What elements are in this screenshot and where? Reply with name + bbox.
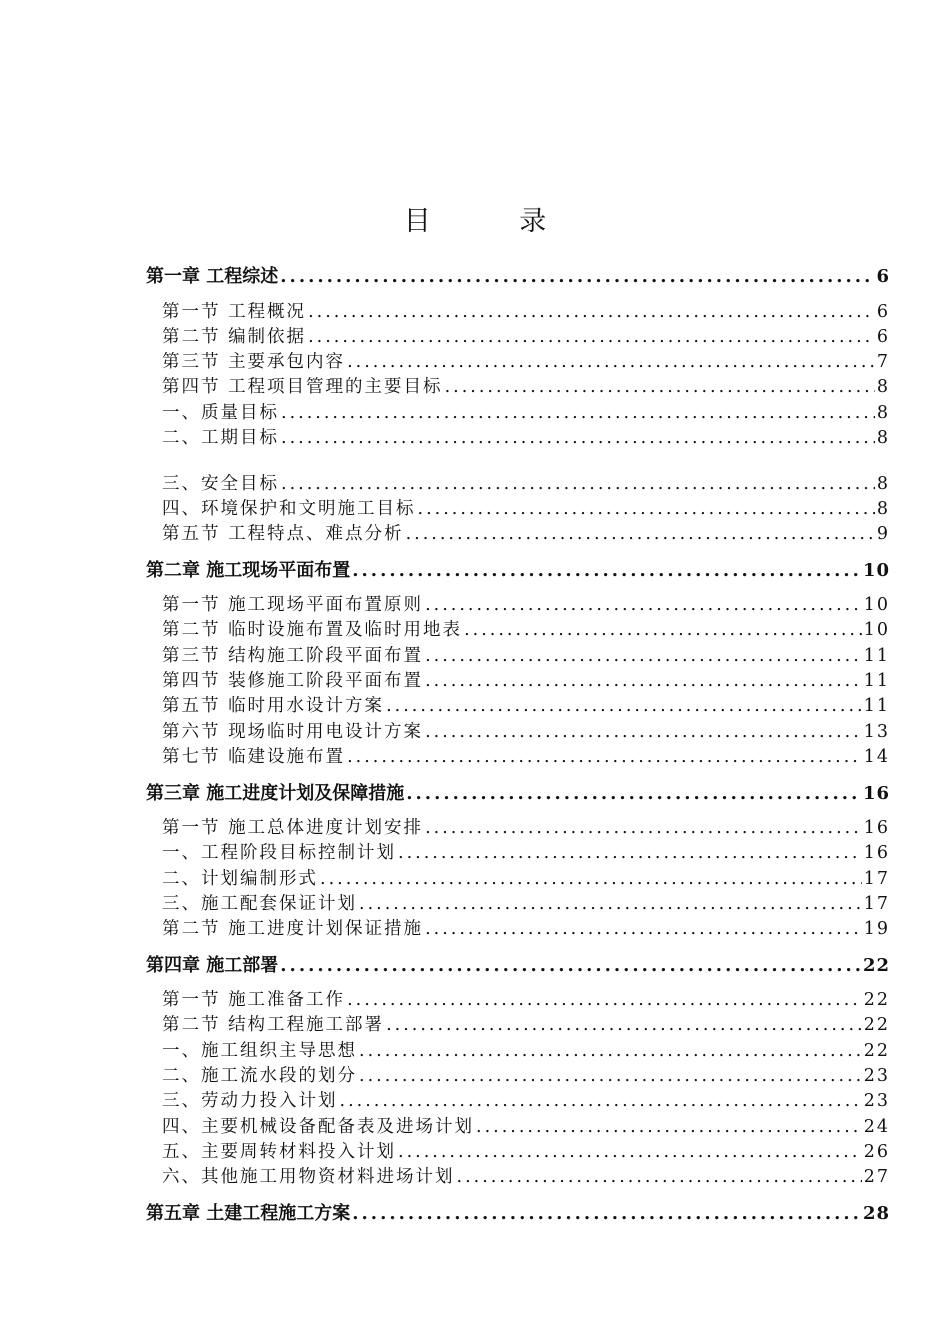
toc-entry-title: 第四节 装修施工阶段平面布置	[162, 671, 424, 691]
toc-chapter-4[interactable]	[146, 953, 890, 979]
toc-page-number: 9	[876, 524, 890, 544]
toc-page-number: 16	[863, 818, 890, 838]
toc-section[interactable]	[146, 325, 890, 349]
toc-entry-title: 第一节 施工准备工作	[162, 990, 346, 1010]
toc-page-number: 16	[863, 843, 890, 863]
toc-section[interactable]	[146, 644, 890, 668]
toc-entry-title: 第七节 临建设施布置	[162, 747, 346, 767]
toc-section[interactable]	[146, 988, 890, 1012]
toc-section[interactable]	[146, 1165, 890, 1189]
toc-page-number: 27	[863, 1167, 890, 1187]
toc-section[interactable]	[146, 1140, 890, 1164]
toc-leader-dots	[445, 375, 875, 399]
toc-leader-dots	[425, 669, 862, 693]
toc-entry-title: 第一节 工程概况	[162, 302, 307, 322]
toc-leader-dots	[308, 300, 875, 324]
toc-leader-dots	[406, 522, 875, 546]
toc-entry-title: 一、施工组织主导思想	[162, 1041, 357, 1061]
toc-page-number: 19	[863, 919, 890, 939]
toc-section[interactable]	[146, 472, 890, 496]
toc-page-number: 13	[863, 722, 890, 742]
toc-section[interactable]	[146, 669, 890, 693]
toc-entry-title: 第一章 工程综述	[146, 266, 279, 287]
toc-leader-dots	[398, 1140, 862, 1164]
toc-section[interactable]	[146, 300, 890, 324]
toc-page-number: 22	[863, 1015, 890, 1035]
toc-leader-dots	[425, 816, 862, 840]
toc-entry-title: 第二节 临时设施布置及临时用地表	[162, 620, 463, 640]
toc-section[interactable]	[146, 593, 890, 617]
toc-entry-title: 四、环境保护和文明施工目标	[162, 499, 416, 519]
toc-section[interactable]	[146, 1013, 890, 1037]
toc-leader-dots	[359, 892, 862, 916]
toc-leader-dots	[347, 988, 862, 1012]
toc-entry-title: 五、主要周转材料投入计划	[162, 1142, 396, 1162]
toc-entry-title: 第二节 结构工程施工部署	[162, 1015, 385, 1035]
toc-page-number: 8	[876, 377, 890, 397]
toc-page-number: 17	[863, 894, 890, 914]
toc-entry-title: 第四节 工程项目管理的主要目标	[162, 377, 443, 397]
toc-leader-dots	[352, 558, 861, 584]
toc-page-number: 23	[863, 1091, 890, 1111]
toc-page-number: 10	[862, 560, 890, 581]
toc-section[interactable]	[146, 522, 890, 546]
toc-leader-dots	[281, 472, 875, 496]
toc-entry-title: 第六节 现场临时用电设计方案	[162, 722, 424, 742]
toc-section[interactable]	[146, 841, 890, 865]
toc-page-number: 7	[876, 352, 890, 372]
toc-leader-dots	[308, 325, 875, 349]
toc-page-number: 24	[863, 1117, 890, 1137]
toc-page-number: 11	[863, 671, 890, 691]
toc-entry-title: 二、计划编制形式	[162, 869, 318, 889]
toc-entry-title: 一、质量目标	[162, 403, 279, 423]
toc-chapter-2[interactable]	[146, 558, 890, 584]
toc-leader-dots	[359, 1064, 862, 1088]
toc-section[interactable]	[146, 375, 890, 399]
toc-leader-dots	[280, 953, 861, 979]
toc-chapter-5[interactable]	[146, 1201, 890, 1227]
toc-entry-title: 三、劳动力投入计划	[162, 1091, 338, 1111]
toc-entry-title: 四、主要机械设备配备表及进场计划	[162, 1117, 474, 1137]
toc-leader-dots	[425, 644, 862, 668]
toc-entry-title: 第三节 结构施工阶段平面布置	[162, 646, 424, 666]
toc-section[interactable]	[146, 401, 890, 425]
toc-entry-title: 第一节 施工总体进度计划安排	[162, 818, 424, 838]
toc-section[interactable]	[146, 618, 890, 642]
toc-leader-dots	[464, 618, 862, 642]
toc-page-number: 10	[863, 595, 890, 615]
toc-chapter-3[interactable]	[146, 781, 890, 807]
toc-page-number: 28	[862, 1203, 890, 1224]
toc-leader-dots	[476, 1115, 862, 1139]
toc-section[interactable]	[146, 1064, 890, 1088]
toc-page-number: 11	[863, 646, 890, 666]
page-title: 目 录	[403, 206, 587, 237]
toc-leader-dots	[386, 1013, 862, 1037]
toc-leader-dots	[418, 497, 875, 521]
toc-page-number: 8	[876, 474, 890, 494]
toc-section[interactable]	[146, 892, 890, 916]
toc-leader-dots	[347, 350, 875, 374]
toc-chapter-1[interactable]	[146, 264, 890, 290]
toc-leader-dots	[281, 401, 875, 425]
toc-leader-dots	[457, 1165, 862, 1189]
toc-page-number: 22	[862, 955, 890, 976]
toc-page-number: 6	[876, 266, 890, 287]
toc-leader-dots	[352, 1201, 861, 1227]
toc-page-number: 14	[863, 747, 890, 767]
toc-section[interactable]	[146, 720, 890, 744]
toc-entry-title: 二、施工流水段的划分	[162, 1066, 357, 1086]
toc-page-number: 16	[862, 783, 890, 804]
toc-section[interactable]	[146, 694, 890, 718]
toc-entry-title: 二、工期目标	[162, 428, 279, 448]
toc-section[interactable]	[146, 816, 890, 840]
toc-leader-dots	[359, 1039, 862, 1063]
toc-page-number: 17	[863, 869, 890, 889]
toc-leader-dots	[347, 745, 862, 769]
toc-section[interactable]	[146, 426, 890, 450]
toc-page-number: 26	[863, 1142, 890, 1162]
toc-entry-title: 第四章 施工部署	[146, 955, 279, 976]
toc-entry-title: 第一节 施工现场平面布置原则	[162, 595, 424, 615]
toc-leader-dots	[406, 781, 861, 807]
toc-entry-title: 六、其他施工用物资材料进场计划	[162, 1167, 455, 1187]
toc-entry-title: 一、工程阶段目标控制计划	[162, 843, 396, 863]
toc-section[interactable]	[146, 745, 890, 769]
toc-page-number: 22	[863, 990, 890, 1010]
toc-page-number: 23	[863, 1066, 890, 1086]
toc-section[interactable]	[146, 917, 890, 941]
toc-section[interactable]	[146, 867, 890, 891]
toc-leader-dots	[398, 841, 862, 865]
toc-leader-dots	[281, 426, 875, 450]
toc-leader-dots	[386, 694, 862, 718]
toc-entry-title: 第二节 编制依据	[162, 327, 307, 347]
toc-entry-title: 第三章 施工进度计划及保障措施	[146, 783, 405, 804]
toc-section[interactable]	[146, 1115, 890, 1139]
toc-entry-title: 第五章 土建工程施工方案	[146, 1203, 351, 1224]
toc-page-number: 8	[876, 428, 890, 448]
toc-page-number: 8	[876, 403, 890, 423]
toc-page-number: 10	[863, 620, 890, 640]
toc-leader-dots	[280, 264, 874, 290]
toc-entry-title: 第五节 工程特点、难点分析	[162, 524, 404, 544]
toc-leader-dots	[340, 1089, 862, 1113]
toc-leader-dots	[425, 593, 862, 617]
toc-entry-title: 第三节 主要承包内容	[162, 352, 346, 372]
toc-section[interactable]	[146, 1039, 890, 1063]
toc-leader-dots	[425, 720, 862, 744]
toc-page-number: 22	[863, 1041, 890, 1061]
toc-entry-title: 三、安全目标	[162, 474, 279, 494]
toc-page-number: 6	[876, 302, 890, 322]
toc-page-number: 11	[863, 696, 890, 716]
toc-entry-title: 第二节 施工进度计划保证措施	[162, 919, 424, 939]
toc-leader-dots	[425, 917, 862, 941]
toc-entry-title: 第二章 施工现场平面布置	[146, 560, 351, 581]
toc-page-number: 8	[876, 499, 890, 519]
toc-entry-title: 第五节 临时用水设计方案	[162, 696, 385, 716]
toc-section[interactable]	[146, 350, 890, 374]
toc-entry-title: 三、施工配套保证计划	[162, 894, 357, 914]
toc-page-number: 6	[876, 327, 890, 347]
toc-leader-dots	[320, 867, 862, 891]
toc-section[interactable]	[146, 497, 890, 521]
toc-section[interactable]	[146, 1089, 890, 1113]
